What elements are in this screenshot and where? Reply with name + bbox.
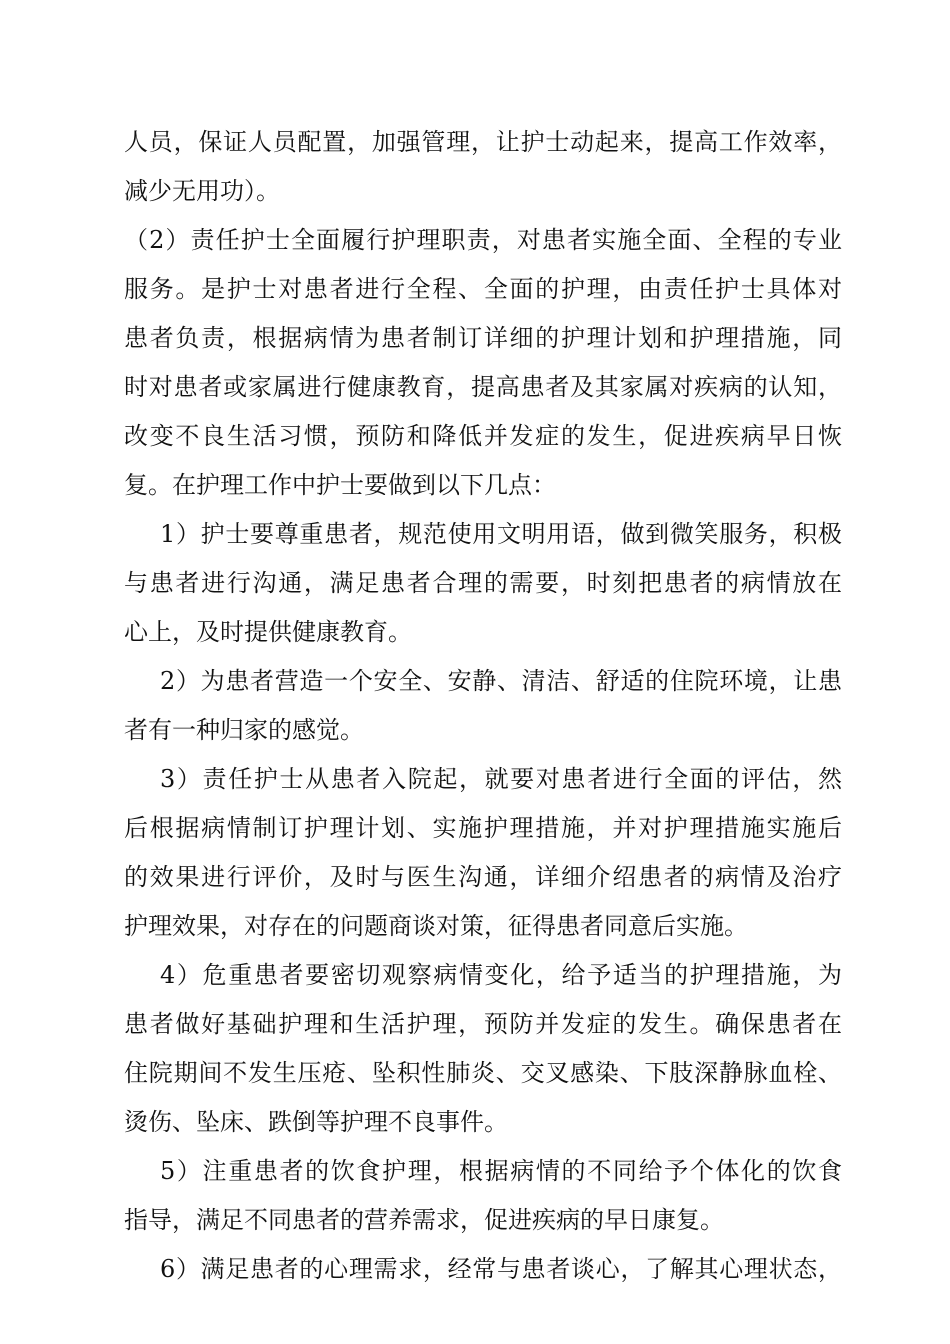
text-line: 患者负责，根据病情为患者制订详细的护理计划和护理措施，同: [124, 324, 842, 352]
text-line: 患者做好基础护理和生活护理，预防并发症的发生。确保患者在: [124, 1010, 842, 1038]
text-line: 烫伤、坠床、跌倒等护理不良事件。: [124, 1108, 508, 1136]
document-body: [124, 118, 842, 1294]
list-item-line: 2）为患者营造一个安全、安静、清洁、舒适的住院环境，让患: [160, 667, 842, 695]
text-line: 的效果进行评价，及时与医生沟通，详细介绍患者的病情及治疗: [124, 863, 842, 891]
text-line: 复。在护理工作中护士要做到以下几点：: [124, 471, 556, 499]
list-item-line: 5）注重患者的饮食护理，根据病情的不同给予个体化的饮食: [160, 1157, 842, 1185]
text-line: 改变不良生活习惯，预防和降低并发症的发生，促进疾病早日恢: [124, 422, 842, 450]
text-line: 人员，保证人员配置，加强管理，让护士动起来，提高工作效率，: [124, 128, 842, 156]
text-line: 住院期间不发生压疮、坠积性肺炎、交叉感染、下肢深静脉血栓、: [124, 1059, 842, 1087]
text-line: 后根据病情制订护理计划、实施护理措施，并对护理措施实施后: [124, 814, 842, 842]
text-line: 者有一种归家的感觉。: [124, 716, 364, 744]
text-line: 心上，及时提供健康教育。: [124, 618, 412, 646]
text-line: 时对患者或家属进行健康教育，提高患者及其家属对疾病的认知，: [124, 373, 842, 401]
text-line: （2）责任护士全面履行护理职责，对患者实施全面、全程的专业: [124, 226, 842, 254]
list-item-line: 6）满足患者的心理需求，经常与患者谈心，了解其心理状态，: [160, 1255, 842, 1283]
text-line: 服务。是护士对患者进行全程、全面的护理，由责任护士具体对: [124, 275, 842, 303]
list-item-line: 1）护士要尊重患者，规范使用文明用语，做到微笑服务，积极: [160, 520, 842, 548]
text-line: 护理效果，对存在的问题商谈对策，征得患者同意后实施。: [124, 912, 748, 940]
text-line: 与患者进行沟通，满足患者合理的需要，时刻把患者的病情放在: [124, 569, 842, 597]
list-item-line: 4）危重患者要密切观察病情变化，给予适当的护理措施，为: [160, 961, 842, 989]
text-line: 指导，满足不同患者的营养需求，促进疾病的早日康复。: [124, 1206, 724, 1234]
text-line: 减少无用功）。: [124, 177, 280, 205]
list-item-line: 3）责任护士从患者入院起，就要对患者进行全面的评估，然: [160, 765, 842, 793]
